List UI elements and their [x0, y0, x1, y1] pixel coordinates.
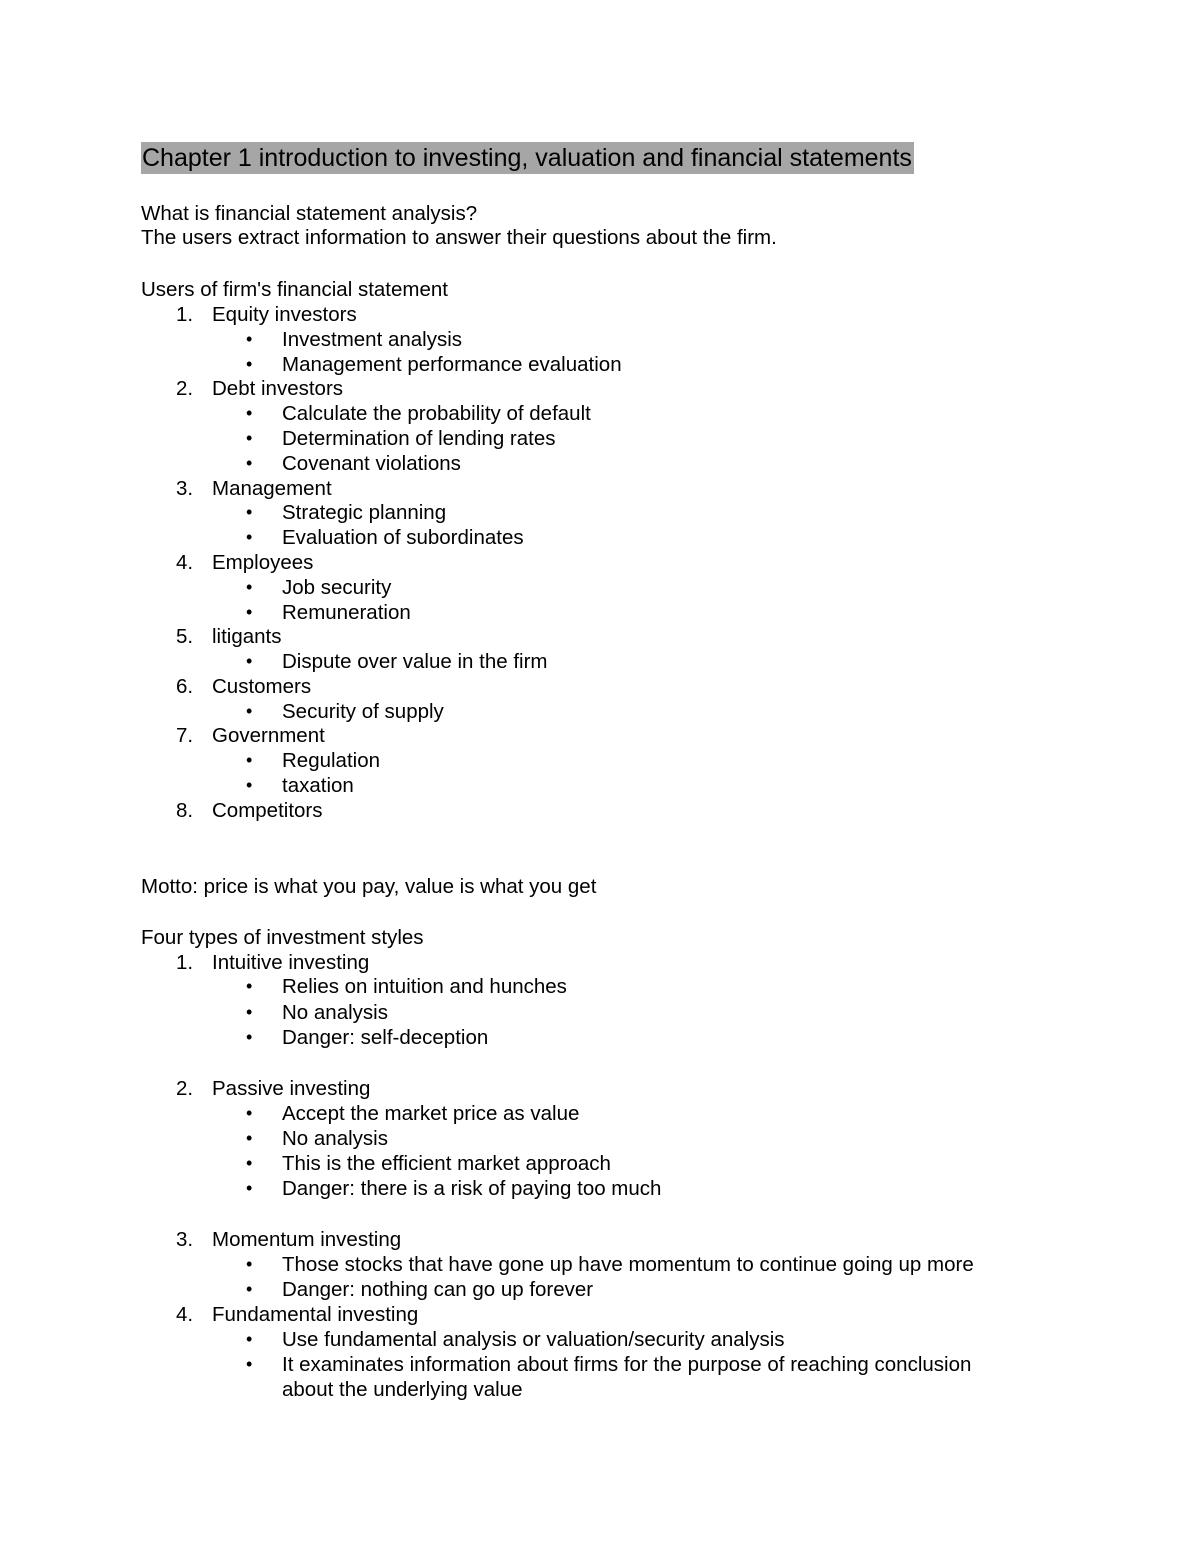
- sub-list-item: Regulation: [282, 749, 381, 772]
- list-item: Momentum investing: [212, 1228, 402, 1251]
- sub-list-item: It examinates information about firms for the purpose of reaching conclusion: [282, 1353, 972, 1376]
- bullet-icon: •: [246, 1128, 253, 1148]
- sub-list-item: Accept the market price as value: [282, 1102, 580, 1125]
- bullet-icon: •: [246, 329, 253, 349]
- sub-list-item: Covenant violations: [282, 452, 461, 475]
- sub-list-item: Relies on intuition and hunches: [282, 975, 567, 998]
- list-number: 1.: [176, 951, 194, 974]
- bullet-icon: •: [246, 453, 253, 473]
- list-number: 1.: [176, 303, 194, 326]
- sub-list-item: No analysis: [282, 1127, 388, 1150]
- sub-list-item: Use fundamental analysis or valuation/security analysis: [282, 1328, 785, 1351]
- list-item: Equity investors: [212, 303, 357, 326]
- motto: Motto: price is what you pay, value is what you get: [141, 875, 597, 898]
- list-item: Management: [212, 477, 332, 500]
- sub-list-item: Calculate the probability of default: [282, 402, 591, 425]
- bullet-icon: •: [246, 428, 253, 448]
- list-number: 7.: [176, 724, 194, 747]
- sub-list-item: Investment analysis: [282, 328, 463, 351]
- sub-list-item-continuation: about the underlying value: [282, 1378, 523, 1401]
- sub-list-item: This is the efficient market approach: [282, 1152, 611, 1175]
- sub-list-item: Remuneration: [282, 601, 411, 624]
- bullet-icon: •: [246, 1178, 253, 1198]
- list-number: 8.: [176, 799, 194, 822]
- list-number: 3.: [176, 1228, 194, 1251]
- bullet-icon: •: [246, 750, 253, 770]
- sub-list-item: Job security: [282, 576, 392, 599]
- sub-list-item: Evaluation of subordinates: [282, 526, 524, 549]
- sub-list-item: Danger: there is a risk of paying too much: [282, 1177, 662, 1200]
- bullet-icon: •: [246, 577, 253, 597]
- bullet-icon: •: [246, 403, 253, 423]
- bullet-icon: •: [246, 602, 253, 622]
- list-item: Fundamental investing: [212, 1303, 419, 1326]
- list-number: 6.: [176, 675, 194, 698]
- bullet-icon: •: [246, 1254, 253, 1274]
- list-number: 2.: [176, 377, 194, 400]
- list-item: Intuitive investing: [212, 951, 370, 974]
- sub-list-item: Security of supply: [282, 700, 444, 723]
- list-item: Customers: [212, 675, 312, 698]
- bullet-icon: •: [246, 1153, 253, 1173]
- bullet-icon: •: [246, 701, 253, 721]
- sub-list-item: Dispute over value in the firm: [282, 650, 548, 673]
- bullet-icon: •: [246, 651, 253, 671]
- bullet-icon: •: [246, 502, 253, 522]
- list-item: Competitors: [212, 799, 323, 822]
- bullet-icon: •: [246, 775, 253, 795]
- styles-heading: Four types of investment styles: [141, 926, 424, 949]
- bullet-icon: •: [246, 1002, 253, 1022]
- bullet-icon: •: [246, 1279, 253, 1299]
- bullet-icon: •: [246, 1354, 253, 1374]
- intro-question: What is financial statement analysis?: [141, 202, 478, 225]
- bullet-icon: •: [246, 527, 253, 547]
- list-item: Government: [212, 724, 325, 747]
- list-number: 3.: [176, 477, 194, 500]
- page-title: Chapter 1 introduction to investing, valuation and financial statements: [142, 144, 912, 172]
- sub-list-item: Determination of lending rates: [282, 427, 556, 450]
- users-heading: Users of firm's financial statement: [141, 278, 448, 301]
- sub-list-item: taxation: [282, 774, 354, 797]
- list-item: Passive investing: [212, 1077, 371, 1100]
- sub-list-item: No analysis: [282, 1001, 388, 1024]
- sub-list-item: Management performance evaluation: [282, 353, 622, 376]
- bullet-icon: •: [246, 1027, 253, 1047]
- sub-list-item: Strategic planning: [282, 501, 447, 524]
- bullet-icon: •: [246, 354, 253, 374]
- list-number: 4.: [176, 1303, 194, 1326]
- sub-list-item: Those stocks that have gone up have momentum to continue going up more: [282, 1253, 974, 1276]
- list-item: Employees: [212, 551, 314, 574]
- bullet-icon: •: [246, 1329, 253, 1349]
- list-item: Debt investors: [212, 377, 344, 400]
- intro-answer: The users extract information to answer their questions about the firm.: [141, 226, 777, 249]
- list-item: litigants: [212, 625, 282, 648]
- sub-list-item: Danger: self-deception: [282, 1026, 489, 1049]
- bullet-icon: •: [246, 1103, 253, 1123]
- sub-list-item: Danger: nothing can go up forever: [282, 1278, 594, 1301]
- bullet-icon: •: [246, 976, 253, 996]
- list-number: 5.: [176, 625, 194, 648]
- list-number: 4.: [176, 551, 194, 574]
- list-number: 2.: [176, 1077, 194, 1100]
